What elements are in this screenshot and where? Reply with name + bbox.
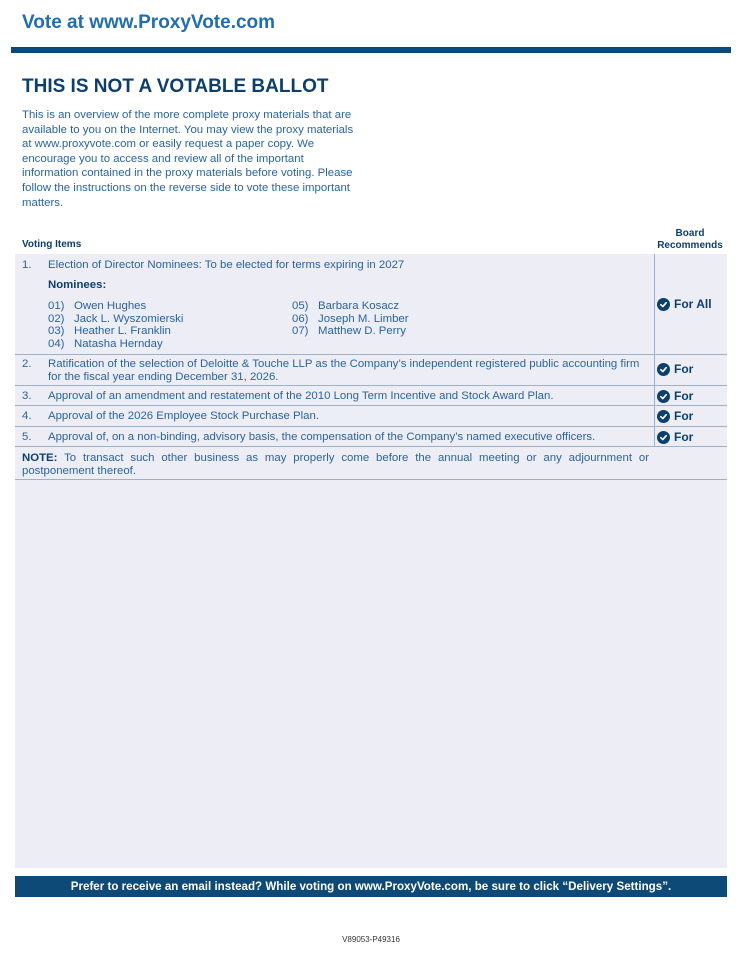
nominee-item: 01) Owen Hughes <box>48 300 147 312</box>
column-divider <box>654 254 655 446</box>
item-text: Approval of the 2026 Employee Stock Purchase Plan. <box>48 410 320 422</box>
recommendation-label: For <box>674 389 694 403</box>
check-circle-icon <box>657 410 670 423</box>
nominee-list-right <box>292 300 409 338</box>
nominee-item: 03) Heather L. Franklin <box>48 325 171 337</box>
check-circle-icon <box>657 390 670 403</box>
recommendation-3 <box>657 389 693 403</box>
nominee-item: 06) Joseph M. Limber <box>292 312 409 325</box>
site-header: Vote at www.ProxyVote.com <box>22 12 276 33</box>
item-text: Approval of, on a non-binding, advisory basis, the compensation of the Company’s named executive officers. <box>48 431 596 443</box>
item-number: 1. <box>22 259 32 271</box>
footer-text: Prefer to receive an email instead? While voting on www.ProxyVote.com, be sure to click “Delivery Settings”. <box>70 880 672 893</box>
recommendation-2 <box>657 362 693 376</box>
check-circle-icon <box>657 431 670 444</box>
row-separator <box>15 426 727 427</box>
nominee-list-left <box>48 300 183 350</box>
item-number: 2. <box>22 358 32 370</box>
board-recommends-heading <box>652 228 728 251</box>
ballot-title: THIS IS NOT A VOTABLE BALLOT <box>22 76 329 97</box>
row-separator <box>15 385 727 386</box>
item-text: Approval of an amendment and restatement of the 2010 Long Term Incentive and Stock Award Plan. <box>48 390 554 402</box>
note <box>22 452 649 477</box>
recommendation-label: For <box>674 362 694 376</box>
header-rule <box>11 47 731 53</box>
item-number: 3. <box>22 390 32 402</box>
recommendation-1 <box>657 297 712 311</box>
nominee-item: 07) Matthew D. Perry <box>292 325 406 337</box>
check-circle-icon <box>657 363 670 376</box>
note-text: To transact such other business as may properly come before the annual meeting or any adjournment or postponement thereof. <box>22 452 649 477</box>
recommendation-5 <box>657 430 693 444</box>
recommendation-label: For <box>674 430 694 444</box>
nominees-heading: Nominees: <box>48 279 107 291</box>
item-text: Election of Director Nominees: To be elected for terms expiring in 2027 <box>48 259 405 271</box>
item-number: 5. <box>22 431 32 443</box>
nominee-item: 02) Jack L. Wyszomierski <box>48 312 184 325</box>
item-number: 4. <box>22 410 32 422</box>
nominee-item: 05) Barbara Kosacz <box>292 300 400 312</box>
nominee-item: 04) Natasha Hernday <box>48 337 163 350</box>
board-heading-line2: Recommends <box>657 239 723 251</box>
board-heading-line1: Board <box>675 228 705 239</box>
delivery-settings-banner <box>15 876 727 897</box>
voting-items-heading: Voting Items <box>22 239 82 250</box>
row-separator <box>15 446 727 447</box>
row-separator <box>15 354 727 355</box>
recommendation-label: For <box>674 409 694 423</box>
recommendation-4 <box>657 409 693 423</box>
row-separator <box>15 405 727 406</box>
document-code: V89053-P49316 <box>342 935 400 944</box>
check-circle-icon <box>657 298 670 311</box>
note-label: NOTE: <box>22 452 58 464</box>
intro-paragraph: This is an overview of the more complete proxy materials that are available to you on the Internet. You may view the proxy materials at www.proxyvote.com or easily request a paper copy. We encourage you to access and review all of the important information contained in the proxy materials before voting. Please follow the instructions on the reverse side to vote these important matters. <box>22 109 354 209</box>
item-text: Ratification of the selection of Deloitte & Touche LLP as the Company’s independent registered public accounting firm for the fiscal year ending December 31, 2026. <box>48 358 640 383</box>
row-separator <box>15 479 727 480</box>
recommendation-label: For All <box>674 297 712 311</box>
